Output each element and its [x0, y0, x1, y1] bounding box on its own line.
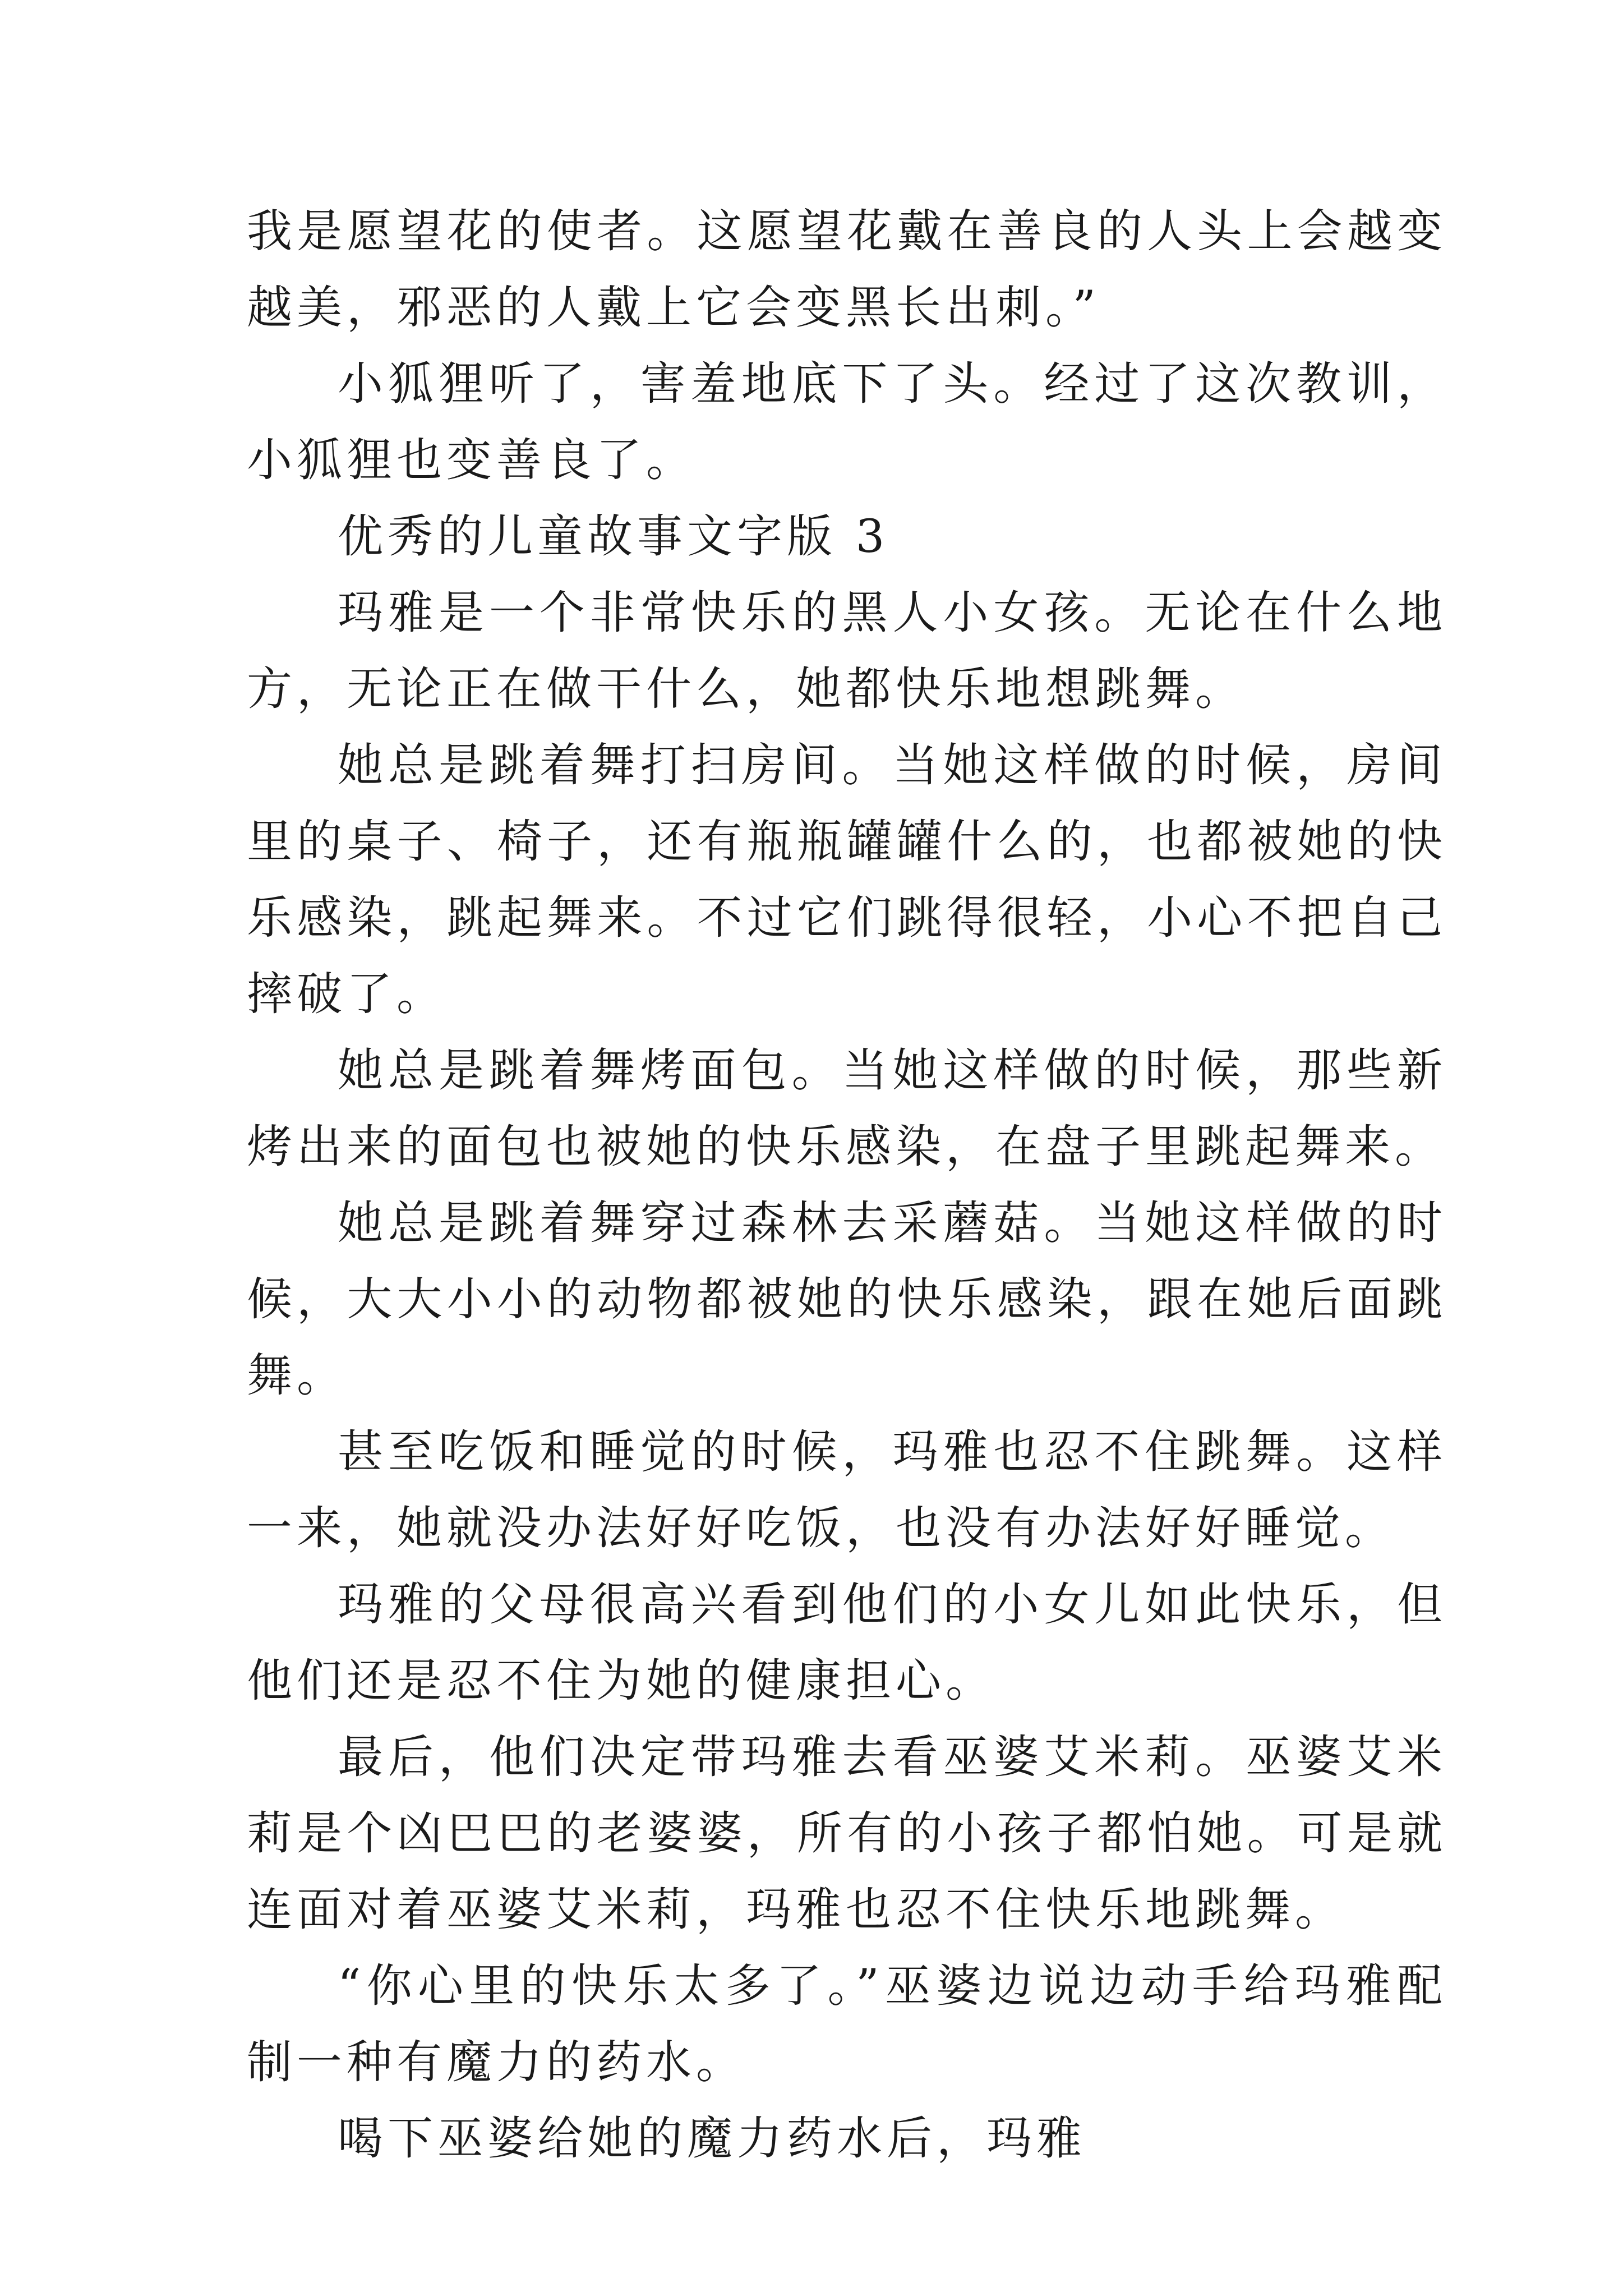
document-body — [247, 194, 1447, 2177]
paragraph: 她总是跳着舞打扫房间。当她这样做的时候，房间里的桌子、椅子，还有瓶瓶罐罐什么的，也都被她的快乐感染，跳起舞来。不过它们跳得很轻，小心不把自己摔破了。 — [247, 739, 1447, 1021]
paragraph-continuation: 我是愿望花的使者。这愿望花戴在善良的人头上会越变越美，邪恶的人戴上它会变黑长出刺。” — [247, 205, 1447, 334]
paragraph: 她总是跳着舞烤面包。当她这样做的时候，那些新烤出来的面包也被她的快乐感染，在盘子里跳起舞来。 — [247, 1045, 1447, 1174]
paragraph: “你心里的快乐太多了。”巫婆边说边动手给玛雅配制一种有魔力的药水。 — [247, 1960, 1447, 2089]
paragraph: 玛雅的父母很高兴看到他们的小女儿如此快乐，但他们还是忍不住为她的健康担心。 — [247, 1579, 1447, 1708]
paragraph: 她总是跳着舞穿过森林去采蘑菇。当她这样做的时候，大大小小的动物都被她的快乐感染，跟在她后面跳舞。 — [247, 1197, 1447, 1402]
paragraph: 最后，他们决定带玛雅去看巫婆艾米莉。巫婆艾米莉是个凶巴巴的老婆婆，所有的小孩子都怕她。可是就连面对着巫婆艾米莉，玛雅也忍不住快乐地跳舞。 — [247, 1731, 1447, 1936]
paragraph: 小狐狸听了，害羞地底下了头。经过了这次教训，小狐狸也变善良了。 — [247, 358, 1447, 487]
paragraph: 喝下巫婆给她的魔力药水后，玛雅 — [338, 2113, 1087, 2165]
paragraph: 玛雅是一个非常快乐的黑人小女孩。无论在什么地方，无论正在做干什么，她都快乐地想跳舞。 — [247, 587, 1447, 716]
section-heading: 优秀的儿童故事文字版 3 — [338, 510, 889, 563]
paragraph: 甚至吃饭和睡觉的时候，玛雅也忍不住跳舞。这样一来，她就没办法好好吃饭，也没有办法好好睡觉。 — [247, 1426, 1447, 1555]
